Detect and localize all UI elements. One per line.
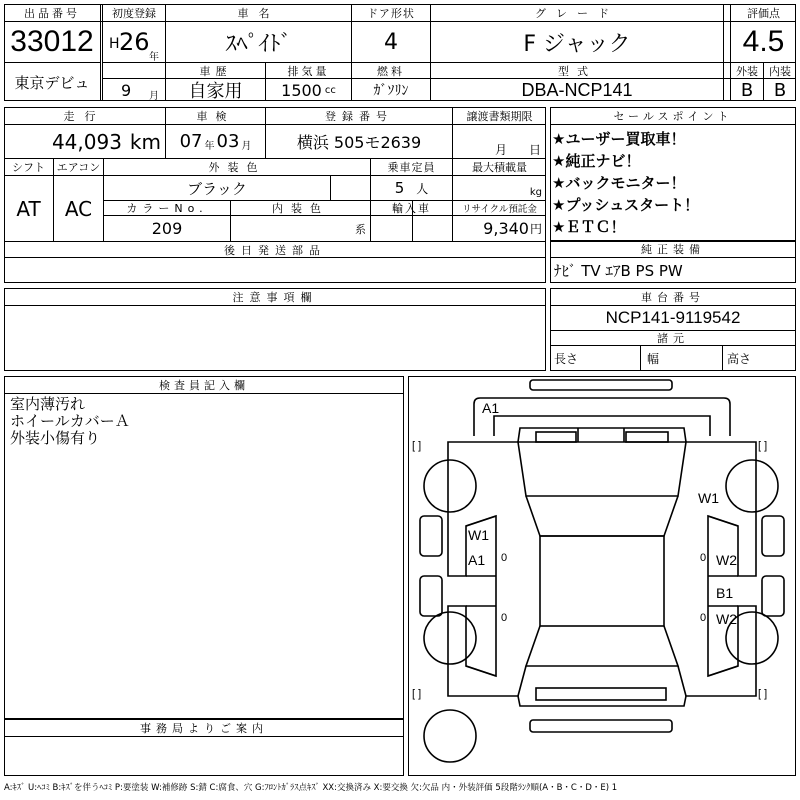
recycle-value: 9,340 — [483, 219, 529, 238]
score-label: 評価点 — [747, 6, 780, 20]
equipment-label: 純正装備 — [641, 243, 705, 256]
model-label: 型式 — [558, 64, 596, 78]
interior-color-label: 内装色 — [272, 202, 329, 215]
door-label: ドア形状 — [367, 6, 415, 20]
inspection-month: 03 — [216, 131, 240, 152]
mileage-unit: km — [129, 129, 161, 154]
car-diagram — [408, 376, 796, 776]
transfer-deadline-label: 譲渡書類期限 — [466, 109, 533, 123]
fuel-value: ｶﾞｿﾘﾝ — [373, 83, 409, 99]
exterior-grade: B — [740, 79, 754, 101]
bracket-marker: [ ] — [758, 440, 768, 452]
exterior-color-label: 外装色 — [208, 161, 266, 174]
shift-value: AT — [16, 196, 41, 221]
damage-mark: B1 — [716, 585, 734, 601]
month-number: 9 — [121, 81, 132, 100]
notes-label: 注意事項欄 — [232, 290, 318, 304]
spec-length-label: 長さ — [554, 352, 579, 366]
history-value: 自家用 — [188, 81, 243, 101]
year-unit: 年 — [149, 52, 159, 62]
capacity-unit: 人 — [416, 181, 429, 196]
bracket-marker: [ ] — [412, 688, 422, 700]
sales-point: ★ＥＴＣ！ — [552, 218, 626, 236]
displacement-value: 1500 — [281, 80, 322, 100]
bracket-marker: [ ] — [412, 440, 422, 452]
exterior-label: 外装 — [736, 64, 758, 78]
sales-point: ★ユーザー買取車！ — [552, 130, 686, 148]
capacity-cell — [371, 176, 452, 200]
era: H — [109, 36, 120, 52]
sales-points-label: セールスポイント — [613, 109, 733, 123]
aircon-label: エアコン — [56, 161, 101, 174]
zero-marker: 0 — [700, 552, 707, 564]
inspector-label: 検査員記入欄 — [159, 378, 249, 392]
equipment-value: ﾅﾋﾞ TV ｴｱB PS PW — [554, 262, 683, 280]
capacity-value: 5 — [394, 179, 405, 197]
score-value: 4.5 — [742, 25, 785, 58]
zero-marker: 0 — [501, 612, 508, 624]
mileage-value: 44,093 — [51, 129, 122, 154]
spec-width-label: 幅 — [647, 352, 660, 366]
grade-value: F ジャック — [523, 31, 631, 57]
transfer-deadline-cell — [453, 125, 546, 158]
shift-label: シフト — [12, 161, 45, 174]
fuel-label: 燃料 — [377, 64, 405, 78]
damage-mark: A1 — [482, 400, 500, 416]
chassis-label: 車台番号 — [641, 290, 705, 304]
model-value: DBA-NCP141 — [521, 79, 633, 100]
interior-grade: B — [773, 79, 787, 101]
damage-mark: A1 — [468, 552, 486, 568]
color-number-value: 209 — [151, 219, 183, 238]
inspector-note: ホイールカバーＡ — [10, 412, 130, 430]
aircon-value: AC — [64, 196, 93, 221]
lot-number-label: 出品番号 — [24, 6, 80, 20]
car-name: ｽﾍﾟｲﾄﾞ — [225, 31, 292, 57]
recycle-unit: 円 — [529, 222, 542, 236]
recycle-label: リサイクル預託金 — [462, 204, 537, 215]
interior-color-unit: 系 — [355, 222, 366, 236]
exterior-color-value: ブラック — [187, 179, 247, 198]
inspection-cell — [166, 125, 265, 158]
inspector-notes — [10, 396, 130, 447]
first-registration-year — [103, 22, 165, 62]
zero-marker: 0 — [501, 552, 508, 564]
grade-label: グレード — [535, 6, 619, 20]
inspection-label: 車検 — [196, 109, 235, 123]
color-number-label: カラーNo. — [126, 202, 208, 215]
zero-marker: 0 — [700, 612, 707, 624]
displacement-label: 排気量 — [287, 64, 330, 78]
lot-number: 33012 — [10, 25, 94, 58]
debut-label: 東京デビュ — [14, 73, 90, 92]
transfer-day-unit: 日 — [529, 143, 542, 157]
sales-point: ★純正ナビ！ — [552, 152, 641, 170]
max-load-cell — [453, 176, 546, 200]
sales-point: ★プッシュスタート！ — [552, 196, 700, 214]
inspector-note: 外装小傷有り — [10, 429, 101, 447]
later-parts-label: 後日発送部品 — [224, 243, 326, 257]
interior-color-cell — [231, 216, 370, 241]
recycle-cell — [453, 216, 546, 241]
transfer-month-unit: 月 — [495, 143, 508, 157]
capacity-label: 乗車定員 — [387, 161, 436, 174]
damage-mark: W2 — [716, 552, 737, 568]
damage-legend: A:ｷｽﾞ U:ﾍｺﾐ B:ｷｽﾞを伴うﾍｺﾐ P:要塗装 W:補修跡 S:錆 C:腐食、穴 G:ﾌﾛﾝﾄｶﾞﾗｽ点ｷｽﾞ XX:交換済み X:要交換 欠:欠品 内・外装評価 5段階ﾗﾝｸ順(A・B・C・D・E) 1 — [4, 783, 618, 793]
inspection-year: 07 — [179, 131, 203, 152]
inspection-month-unit: 月 — [241, 141, 252, 152]
inspection-year-unit: 年 — [204, 141, 215, 152]
displacement-cell — [266, 79, 351, 101]
chassis-number: NCP141-9119542 — [605, 308, 741, 327]
inspector-note: 室内薄汚れ — [10, 395, 86, 413]
bracket-marker: [ ] — [758, 688, 768, 700]
year-number: 26 — [119, 28, 150, 56]
history-label: 車歴 — [199, 64, 232, 78]
door-value: 4 — [384, 29, 398, 55]
car-name-label: 車名 — [237, 6, 280, 20]
damage-mark: W1 — [698, 490, 719, 506]
plate-value: 横浜 505モ2639 — [296, 133, 422, 152]
plate-label: 登録番号 — [325, 109, 393, 123]
interior-label: 内装 — [769, 64, 791, 78]
first-registration-label: 初度登録 — [112, 6, 156, 20]
import-label: 輸入車 — [392, 202, 431, 215]
mileage-label: 走行 — [63, 109, 106, 123]
sales-point: ★バックモニター！ — [552, 174, 686, 192]
mileage-cell — [4, 125, 165, 158]
spec-label: 諸元 — [657, 332, 689, 345]
sales-points-list — [552, 128, 699, 238]
max-load-unit: kg — [529, 187, 542, 198]
damage-mark: W2 — [716, 611, 737, 627]
month-unit: 月 — [149, 91, 159, 101]
displacement-unit: cc — [324, 84, 336, 96]
first-registration-month — [103, 79, 165, 101]
damage-mark: W1 — [468, 527, 489, 543]
max-load-label: 最大積載量 — [472, 161, 527, 174]
spec-height-label: 高さ — [727, 352, 752, 366]
office-label: 事務局よりご案内 — [140, 721, 268, 735]
